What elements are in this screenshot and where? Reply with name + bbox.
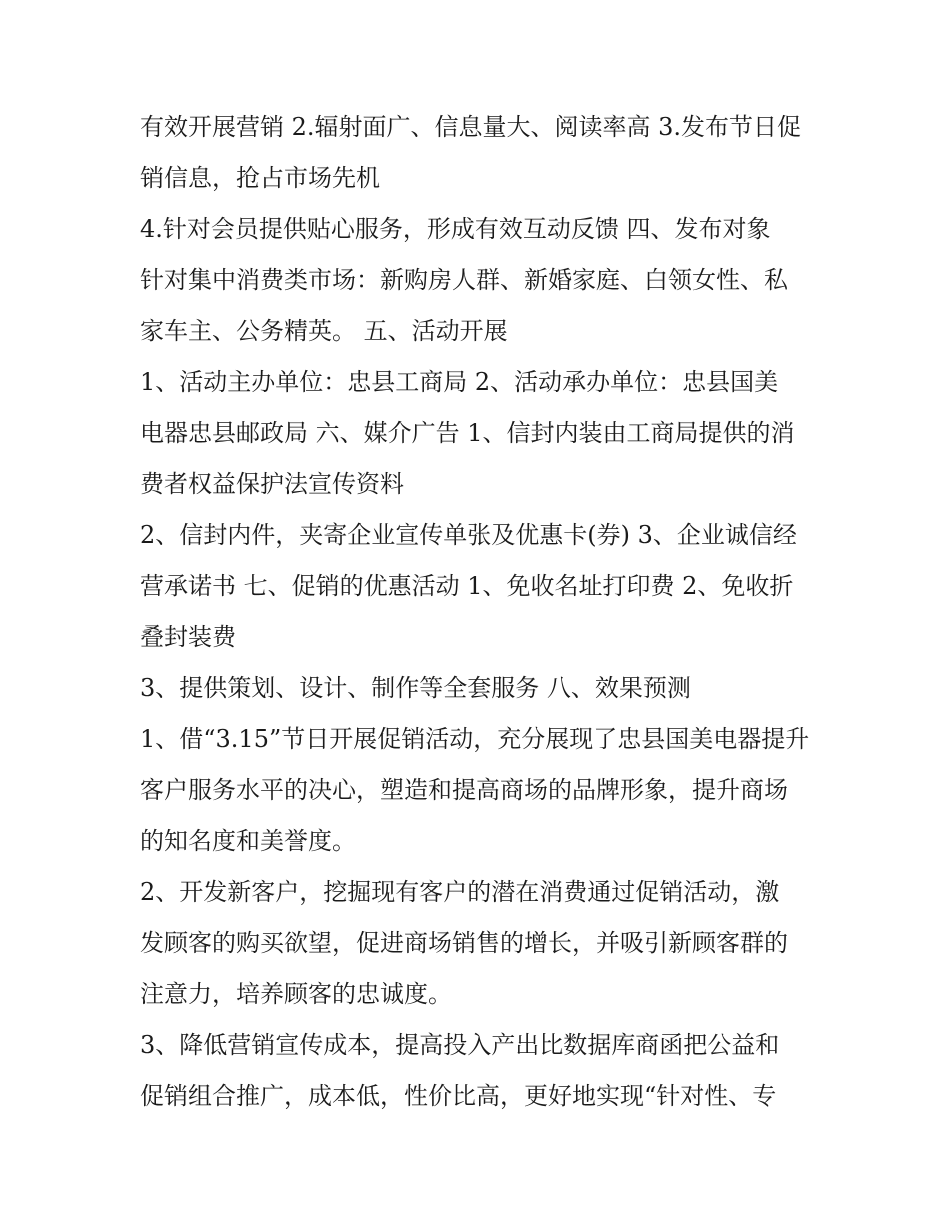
text-line: 2、信封内件，夹寄企业宣传单张及优惠卡(券) 3、企业诚信经	[140, 521, 797, 549]
text-line: 2、开发新客户，挖掘现有客户的潜在消费通过促销活动，激	[140, 878, 780, 906]
text-line: 发顾客的购买欲望，促进商场销售的增长，并吸引新顾客群的	[140, 929, 788, 957]
text-line: 的知名度和美誉度。	[140, 827, 356, 855]
text-line: 客户服务水平的决心，塑造和提高商场的品牌形象，提升商场	[140, 776, 788, 804]
text-line: 促销组合推广，成本低，性价比高，更好地实现“针对性、专	[140, 1082, 777, 1110]
text-line: 注意力，培养顾客的忠诚度。	[140, 980, 452, 1008]
text-line: 费者权益保护法宣传资料	[140, 470, 404, 498]
text-line: 1、借“3.15”节日开展促销活动，充分展现了忠县国美电器提升	[140, 725, 810, 753]
text-line: 1、活动主办单位：忠县工商局 2、活动承办单位：忠县国美	[140, 368, 779, 396]
text-line: 销信息，抢占市场先机	[140, 164, 380, 192]
text-line: 电器忠县邮政局 六、媒介广告 1、信封内装由工商局提供的消	[140, 419, 795, 447]
text-line: 叠封装费	[140, 623, 236, 651]
text-line: 3、降低营销宣传成本，提高投入产出比数据库商函把公益和	[140, 1031, 780, 1059]
text-line: 3、提供策划、设计、制作等全套服务 八、效果预测	[140, 674, 691, 702]
text-line: 营承诺书 七、促销的优惠活动 1、免收名址打印费 2、免收折	[140, 572, 794, 600]
text-line: 家车主、公务精英。 五、活动开展	[140, 317, 508, 345]
text-line: 有效开展营销 2.辐射面广、信息量大、阅读率高 3.发布节日促	[140, 113, 802, 141]
text-line: 4.针对会员提供贴心服务，形成有效互动反馈 四、发布对象	[140, 215, 771, 243]
text-line: 针对集中消费类市场：新购房人群、新婚家庭、白领女性、私	[140, 266, 788, 294]
body-text	[140, 102, 820, 1122]
